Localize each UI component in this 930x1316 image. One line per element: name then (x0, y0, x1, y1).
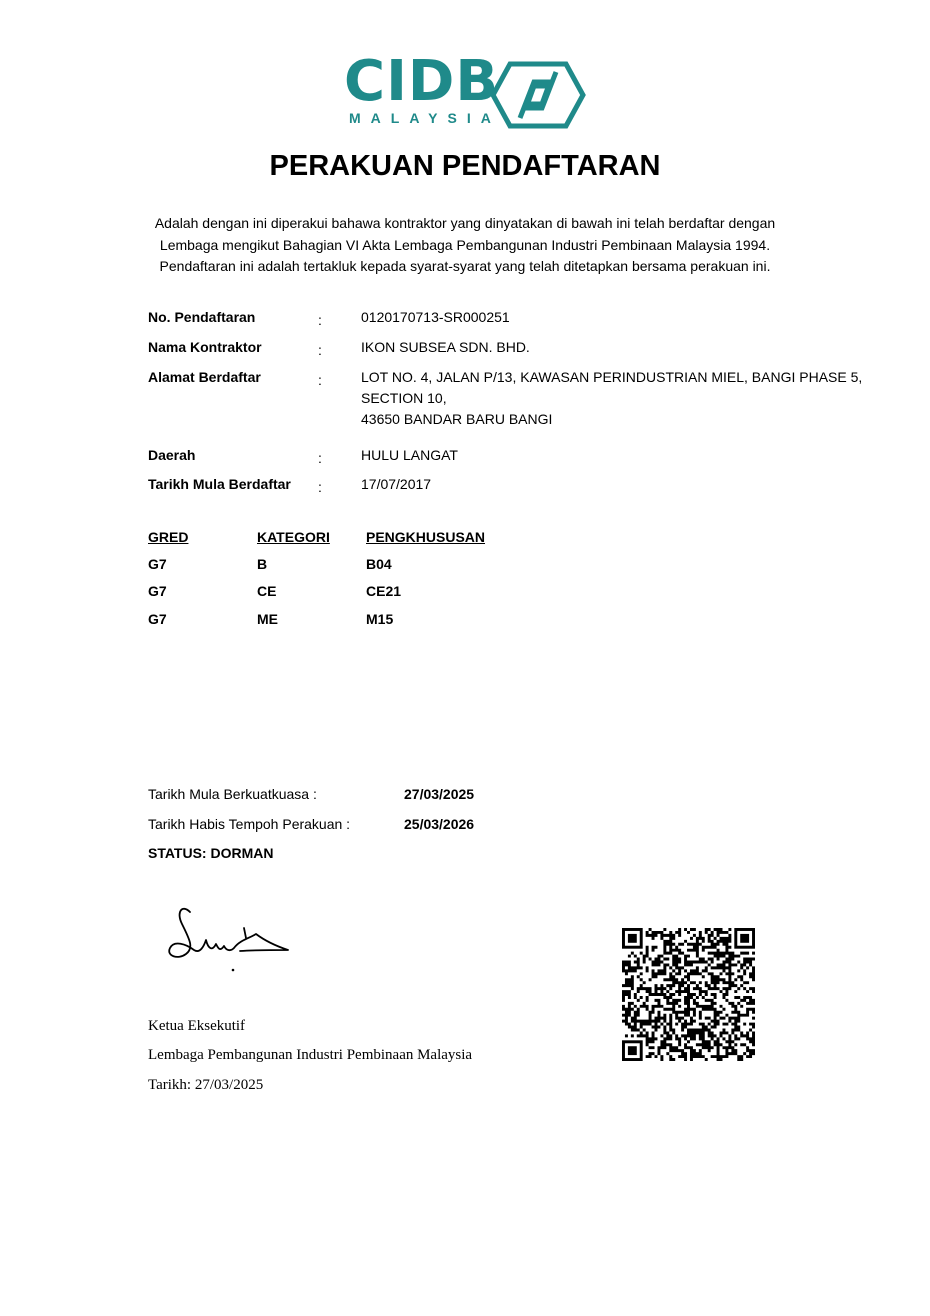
logo-subtitle: MALAYSIA (349, 110, 501, 126)
category-header: KATEGORI (257, 529, 330, 545)
contractor-value: IKON SUBSEA SDN. BHD. (361, 339, 530, 355)
address-label: Alamat Berdaftar (148, 369, 261, 385)
reg-no-value: 0120170713-SR000251 (361, 309, 510, 325)
signatory-organization: Lembaga Pembangunan Industri Pembinaan Malaysia (148, 1047, 473, 1063)
district-colon: : (318, 450, 322, 466)
grade-cell: G7 (148, 583, 167, 599)
intro-line-1: Adalah dengan ini diperakui bahawa kontraktor yang dinyatakan di bawah ini telah berdaftar dengan (154, 215, 776, 231)
signatory-position: Ketua Eksekutif (148, 1018, 246, 1034)
qr-code-image (622, 928, 755, 1061)
reg-date-value: 17/07/2017 (361, 476, 432, 492)
address-line-2: SECTION 10, (361, 390, 447, 406)
specialization-cell: CE21 (366, 583, 402, 599)
valid-from-value: 27/03/2025 (404, 786, 475, 802)
cidb-logo (344, 49, 586, 130)
specialization-header: PENGKHUSUSAN (366, 529, 486, 545)
signature-image (160, 898, 300, 978)
address-value (361, 367, 862, 430)
intro-line-3: Pendaftaran ini adalah tertakluk kepada syarat-syarat yang telah ditetapkan bersama perakuan ini. (159, 258, 771, 274)
specialization-cell: M15 (366, 611, 394, 627)
district-label: Daerah (148, 447, 196, 463)
status-text: STATUS: DORMAN (148, 845, 274, 861)
category-cell: B (257, 556, 268, 572)
reg-no-colon: : (318, 312, 322, 328)
reg-date-colon: : (318, 479, 322, 495)
intro-line-2: Lembaga mengikut Bahagian VI Akta Lembaga Pembangunan Industri Pembinaan Malaysia 1994. (159, 236, 771, 253)
reg-no-label: No. Pendaftaran (148, 309, 256, 325)
cidb-hexagon-icon (490, 60, 586, 130)
reg-date-label: Tarikh Mula Berdaftar (148, 476, 291, 492)
grade-cell: G7 (148, 556, 167, 572)
grade-cell: G7 (148, 611, 167, 627)
contractor-colon: : (318, 342, 322, 358)
valid-until-label: Tarikh Habis Tempoh Perakuan : (148, 816, 351, 832)
address-line-3: 43650 BANDAR BARU BANGI (361, 411, 553, 427)
category-cell: ME (257, 611, 278, 627)
specialization-cell: B04 (366, 556, 392, 572)
grade-header: GRED (148, 529, 189, 545)
district-value: HULU LANGAT (361, 447, 458, 463)
signatory-date: Tarikh: 27/03/2025 (148, 1077, 264, 1093)
certificate-title: PERAKUAN PENDAFTARAN (269, 150, 661, 182)
address-colon: : (318, 372, 322, 388)
intro-paragraph (100, 213, 830, 278)
address-line-1: LOT NO. 4, JALAN P/13, KAWASAN PERINDUSTRIAN MIEL, BANGI PHASE 5, (361, 369, 863, 385)
valid-from-label: Tarikh Mula Berkuatkuasa : (148, 786, 317, 802)
category-cell: CE (257, 583, 277, 599)
contractor-label: Nama Kontraktor (148, 339, 262, 355)
logo-wordmark: CIDB (344, 49, 500, 114)
valid-until-value: 25/03/2026 (404, 816, 475, 832)
